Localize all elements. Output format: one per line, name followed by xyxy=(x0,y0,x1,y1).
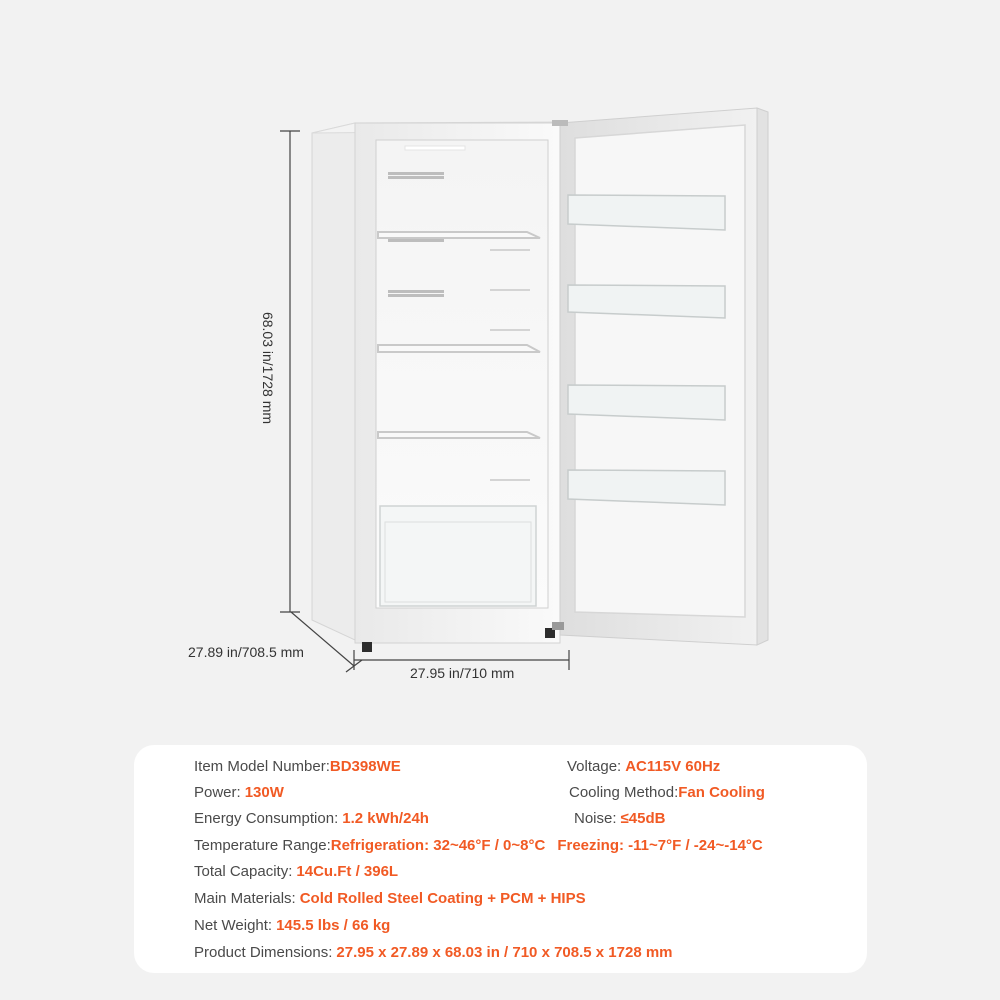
spec-value-weight: 145.5 lbs / 66 kg xyxy=(276,917,391,934)
spec-value-energy: 1.2 kWh/24h xyxy=(342,810,429,827)
spec-label-noise: Noise: xyxy=(574,810,617,827)
spec-label-cooling: Cooling Method: xyxy=(569,784,679,801)
spec-label-materials: Main Materials: xyxy=(194,890,296,907)
spec-value-capacity: 14Cu.Ft / 396L xyxy=(296,863,399,880)
spec-card xyxy=(134,745,867,973)
height-dimension-line xyxy=(280,131,300,612)
spec-value-materials: Cold Rolled Steel Coating + PCM + HIPS xyxy=(299,890,586,907)
spec-row-product-dimensions xyxy=(194,942,673,964)
height-dimension-label: 68.03 in/1728 mm xyxy=(260,311,276,425)
width-dimension-label: 27.95 in/710 mm xyxy=(410,665,515,681)
spec-value-product-dimensions: 27.95 x 27.89 x 68.03 in / 710 x 708.5 x 1728 mm xyxy=(336,944,673,961)
spec-row-model xyxy=(194,756,401,778)
spec-row-weight xyxy=(194,915,390,937)
spec-label-temperature: Temperature Range: xyxy=(194,837,331,854)
spec-value-refrigeration: Refrigeration: 32~46°F / 0~8°C xyxy=(330,837,546,854)
spec-value-model: BD398WE xyxy=(329,758,401,775)
spec-label-product-dimensions: Product Dimensions: xyxy=(194,944,333,961)
spec-row-capacity xyxy=(194,861,398,883)
spec-value-noise: ≤45dB xyxy=(620,810,666,827)
spec-value-voltage: AC115V 60Hz xyxy=(625,758,721,775)
spec-label-power: Power: xyxy=(194,784,241,801)
spec-label-energy: Energy Consumption: xyxy=(194,810,339,827)
spec-row-energy xyxy=(194,808,429,830)
spec-value-power: 130W xyxy=(244,784,284,801)
spec-row-temperature xyxy=(194,835,763,857)
spec-value-freezing: Freezing: -11~7°F / -24~-14°C xyxy=(557,837,763,854)
spec-row-voltage xyxy=(567,756,720,778)
spec-row-materials xyxy=(194,888,586,910)
spec-row-power xyxy=(194,782,284,804)
spec-row-cooling xyxy=(569,782,765,804)
spec-row-noise xyxy=(574,808,665,830)
spec-label-capacity: Total Capacity: xyxy=(194,863,293,880)
spec-label-weight: Net Weight: xyxy=(194,917,273,934)
depth-dimension-label: 27.89 in/708.5 mm xyxy=(188,644,304,660)
spec-label-model: Item Model Number: xyxy=(194,758,330,775)
spec-value-cooling: Fan Cooling xyxy=(678,784,765,801)
spec-label-voltage: Voltage: xyxy=(567,758,622,775)
